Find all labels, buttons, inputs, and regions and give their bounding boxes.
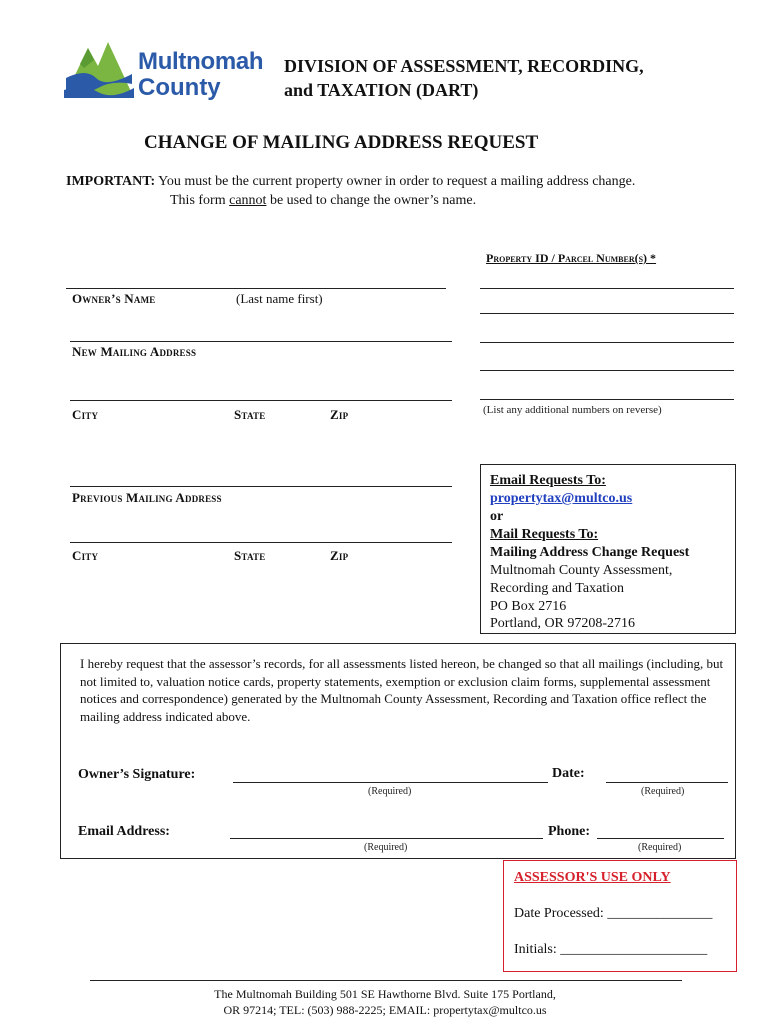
new-address-line[interactable]	[70, 341, 452, 342]
previous-city-line[interactable]	[70, 542, 452, 543]
important-notice	[66, 174, 635, 190]
county-logo	[62, 38, 272, 104]
date-required-note: (Required)	[641, 786, 685, 797]
property-id-line-5[interactable]	[480, 399, 734, 400]
previous-city-label: City	[72, 548, 99, 563]
owner-name-line[interactable]	[66, 288, 446, 289]
email-link[interactable]: propertytax@multco.us	[490, 491, 633, 506]
mail-title: Mailing Address Change Request	[490, 545, 690, 560]
important-text2-underlined: cannot	[229, 193, 267, 208]
mail-addr-line1: Multnomah County Assessment,	[490, 563, 673, 578]
email-required-note: (Required)	[364, 842, 408, 853]
important-text1: You must be the current property owner in order to request a mailing address change.	[155, 174, 636, 189]
signature-required-note: (Required)	[368, 786, 412, 797]
date-line[interactable]	[606, 782, 728, 783]
assessor-use-heading: ASSESSOR'S USE ONLY	[514, 870, 671, 885]
mail-heading: Mail Requests To:	[490, 527, 599, 542]
property-id-line-1[interactable]	[480, 288, 734, 289]
new-state-label: State	[234, 407, 266, 422]
date-label: Date:	[552, 766, 585, 781]
previous-zip-label: Zip	[330, 548, 349, 563]
property-id-line-2[interactable]	[480, 313, 734, 314]
property-id-line-3[interactable]	[480, 342, 734, 343]
property-id-note: (List any additional numbers on reverse)	[483, 404, 662, 416]
important-label: IMPORTANT:	[66, 174, 156, 189]
footer-line2: OR 97214; TEL: (503) 988-2225; EMAIL: propertytax@multco.us	[223, 1003, 547, 1017]
date-processed-text: Date Processed:	[514, 906, 604, 921]
new-city-line[interactable]	[70, 400, 452, 401]
declaration-text: I hereby request that the assessor’s records, for all assessments listed hereon, be changed so that all mailings (including, but not limited to, valuation notice cards, property statements, exemption or exclusion claim forms, supplemental assessment notices and correspondence) generated by the Multnomah County Assessment, Recording and Taxation office reflect the mailing address indicated above.	[80, 656, 724, 724]
email-address-line[interactable]	[230, 838, 543, 839]
previous-address-label: Previous Mailing Address	[72, 490, 222, 505]
new-zip-label: Zip	[330, 407, 349, 422]
date-processed-label	[514, 906, 712, 922]
owner-name-hint: (Last name first)	[236, 291, 323, 306]
mail-addr-line3: PO Box 2716	[490, 599, 567, 614]
initials-label	[514, 942, 707, 958]
phone-label: Phone:	[548, 824, 590, 839]
phone-line[interactable]	[597, 838, 724, 839]
important-text2-after: be used to change the owner’s name.	[266, 193, 477, 208]
division-title-line2: and TAXATION (DART)	[284, 80, 479, 100]
property-id-line-4[interactable]	[480, 370, 734, 371]
logo-text-county: County	[138, 74, 221, 101]
new-address-label: New Mailing Address	[72, 344, 197, 359]
owner-name-label: Owner’s Name	[72, 291, 156, 306]
footer-divider	[90, 980, 682, 981]
footer-line1: The Multnomah Building 501 SE Hawthorne Blvd. Suite 175 Portland,	[214, 987, 556, 1001]
new-city-label: City	[72, 407, 99, 422]
initials-line[interactable]: _____________________	[560, 942, 708, 957]
mail-addr-line2: Recording and Taxation	[490, 581, 625, 596]
signature-label: Owner’s Signature:	[78, 767, 196, 782]
logo-text-multnomah: Multnomah	[138, 48, 264, 75]
division-title-line1: DIVISION OF ASSESSMENT, RECORDING,	[284, 56, 644, 76]
important-notice-line2	[170, 193, 476, 209]
property-id-label: Property ID / Parcel Number(s) *	[486, 251, 657, 265]
mountain-logo-icon	[62, 38, 136, 102]
previous-address-line[interactable]	[70, 486, 452, 487]
signature-line[interactable]	[233, 782, 548, 783]
email-address-label: Email Address:	[78, 824, 170, 839]
mail-addr-line4: Portland, OR 97208-2716	[490, 616, 636, 631]
initials-text: Initials:	[514, 942, 557, 957]
date-processed-line[interactable]: _______________	[607, 906, 713, 921]
important-text2-before: This form	[170, 193, 230, 208]
previous-state-label: State	[234, 548, 266, 563]
or-text: or	[490, 509, 504, 524]
page-title: CHANGE OF MAILING ADDRESS REQUEST	[144, 132, 539, 153]
phone-required-note: (Required)	[638, 842, 682, 853]
email-heading: Email Requests To:	[490, 473, 606, 488]
